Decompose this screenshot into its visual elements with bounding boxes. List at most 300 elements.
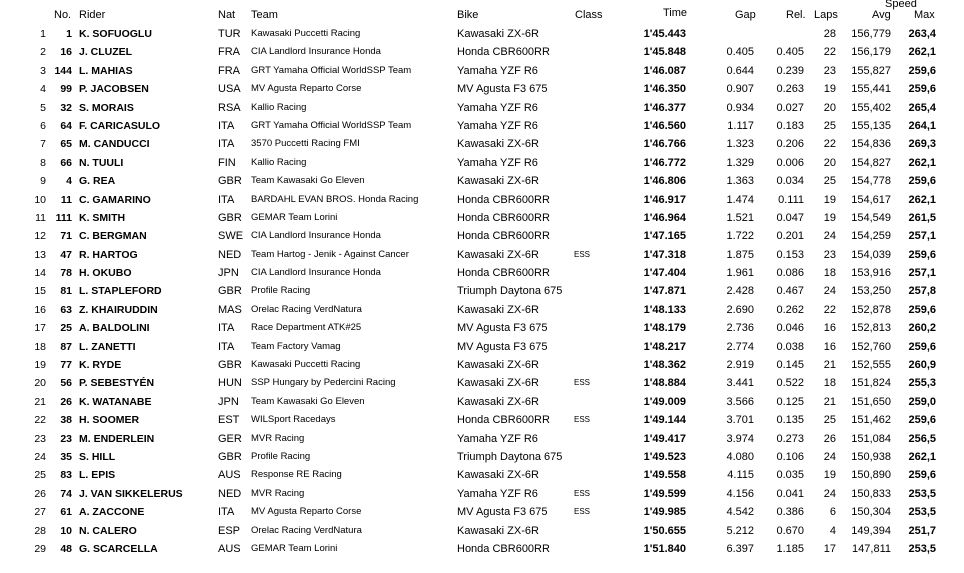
rider-nationality: GBR [218,175,242,188]
lap-count: 25 [823,119,836,132]
gap-to-leader: 2.736 [726,322,754,335]
rider-nationality: SWE [218,230,244,243]
lap-count: 20 [823,101,836,114]
lap-count: 6 [829,506,836,519]
rider-number: 1 [66,28,72,40]
lap-time: 1'47.404 [643,267,686,280]
average-speed: 155,135 [851,119,891,132]
result-position: 22 [34,414,46,427]
team-name: Team Kawasaki Go Eleven [251,395,365,407]
max-speed: 253,5 [908,487,936,500]
result-position: 5 [40,101,46,114]
bike-model: Kawasaki ZX-6R [457,28,539,40]
rider-name: A. BALDOLINI [79,322,150,335]
table-row [0,356,964,374]
table-row [0,43,964,61]
result-position: 15 [34,285,46,298]
bike-model: Yamaha YZF R6 [457,64,538,77]
team-name: CIA Landlord Insurance Honda [251,46,381,58]
lap-time: 1'49.599 [643,487,686,500]
result-position: 19 [34,359,46,372]
bike-model: Honda CBR600RR [457,414,550,427]
team-name: 3570 Puccetti Racing FMI [251,138,360,150]
lap-time: 1'45.443 [643,28,686,40]
gap-relative: 0.263 [776,83,804,96]
rider-name: K. WATANABE [79,395,152,408]
max-speed: 256,5 [908,432,936,445]
lap-count: 22 [823,46,836,59]
gap-to-leader: 1.323 [726,138,754,151]
max-speed: 257,1 [908,267,936,280]
result-position: 13 [34,248,46,261]
table-row [0,448,964,466]
result-position: 26 [34,487,46,500]
rider-number: 25 [60,322,72,335]
max-speed: 259,6 [908,64,936,77]
result-position: 29 [34,542,46,555]
rider-number: 63 [60,303,72,316]
gap-to-leader: 2.774 [726,340,754,353]
class-label: ESS [574,488,591,498]
rider-number: 38 [60,414,72,427]
result-position: 4 [40,83,46,96]
team-name: GRT Yamaha Official WorldSSP Team [251,64,412,76]
table-row [0,246,964,264]
rider-number: 23 [60,432,72,445]
rider-nationality: ITA [218,119,235,132]
average-speed: 152,813 [851,322,891,335]
rider-number: 35 [60,450,72,463]
lap-time: 1'48.179 [643,322,686,335]
table-row [0,411,964,429]
rider-name: G. SCARCELLA [79,542,158,555]
table-row [0,301,964,319]
rider-name: L. MAHIAS [79,64,133,77]
rider-nationality: ITA [218,193,235,206]
max-speed: 263,4 [908,28,936,40]
rider-nationality: ESP [218,524,241,537]
rider-nationality: GBR [218,285,242,298]
bike-model: Kawasaki ZX-6R [457,138,539,151]
lap-time: 1'51.840 [643,542,686,555]
gap-relative: 0.125 [776,395,804,408]
lap-count: 19 [823,83,836,96]
rider-nationality: GER [218,432,242,445]
gap-relative: 0.035 [776,469,804,482]
table-row [0,319,964,337]
max-speed: 257,8 [908,285,936,298]
gap-to-leader: 4.115 [727,469,754,482]
team-name: Team Kawasaki Go Eleven [251,175,365,187]
lap-count: 16 [823,322,836,335]
average-speed: 147,811 [852,542,891,555]
header-max: Max [914,9,935,21]
rider-name: P. JACOBSEN [79,83,149,96]
table-row [0,80,964,98]
result-position: 25 [34,469,46,482]
average-speed: 153,250 [851,285,891,298]
lap-count: 16 [823,340,836,353]
gap-to-leader: 4.542 [726,506,754,519]
rider-name: N. TUULI [79,156,124,169]
average-speed: 150,833 [851,487,891,500]
rider-name: J. CLUZEL [79,46,133,59]
header-nat: Nat [218,9,236,21]
gap-to-leader: 3.701 [726,414,754,427]
rider-nationality: ITA [218,322,235,335]
lap-time: 1'49.417 [643,432,686,445]
result-position: 8 [40,156,46,169]
gap-to-leader: 1.363 [726,175,754,188]
rider-number: 144 [54,64,72,77]
rider-nationality: MAS [218,303,242,316]
max-speed: 255,3 [908,377,936,390]
lap-count: 25 [823,414,836,427]
average-speed: 156,179 [851,46,891,59]
rider-number: 61 [60,506,72,519]
gap-to-leader: 0.644 [726,64,754,77]
gap-relative: 0.405 [776,46,804,59]
gap-to-leader: 6.397 [726,542,754,555]
bike-model: Triumph Daytona 675 [457,450,563,463]
bike-model: Yamaha YZF R6 [457,156,538,169]
team-name: Profile Racing [251,450,311,462]
gap-relative: 0.135 [776,414,804,427]
lap-time: 1'46.917 [643,193,686,206]
average-speed: 154,549 [851,211,891,224]
result-position: 6 [40,119,46,132]
rider-name: M. ENDERLEIN [79,432,155,445]
max-speed: 259,0 [908,395,936,408]
table-row [0,209,964,227]
rider-name: F. CARICASULO [79,119,161,132]
gap-relative: 0.034 [776,175,804,188]
gap-to-leader: 4.080 [726,450,754,463]
bike-model: MV Agusta F3 675 [457,83,548,96]
max-speed: 257,1 [908,230,936,243]
average-speed: 152,555 [851,359,891,372]
lap-time: 1'46.377 [643,101,686,114]
bike-model: Kawasaki ZX-6R [457,469,539,482]
result-position: 23 [34,432,46,445]
result-position: 17 [34,322,46,335]
rider-name: C. BERGMAN [79,230,147,243]
header-time: Time [663,7,688,19]
gap-to-leader: 1.875 [726,248,754,261]
rider-name: S. HILL [79,450,116,463]
result-position: 10 [34,193,46,206]
lap-count: 24 [823,450,836,463]
rider-number: 87 [60,340,72,353]
lap-count: 20 [823,156,836,169]
rider-number: 16 [60,46,72,59]
rider-name: M. CANDUCCI [79,138,150,151]
table-row [0,154,964,172]
rider-nationality: JPN [218,267,239,280]
bike-model: MV Agusta F3 675 [457,340,548,353]
lap-time: 1'49.985 [643,506,686,519]
gap-to-leader: 5.212 [726,524,754,537]
rider-number: 77 [60,359,72,372]
header-speed: Speed [885,0,917,10]
bike-model: Kawasaki ZX-6R [457,175,539,188]
rider-number: 11 [60,193,72,206]
gap-relative: 0.038 [776,340,804,353]
lap-time: 1'48.133 [643,303,686,316]
lap-time: 1'46.964 [643,211,686,224]
lap-time: 1'48.884 [643,377,686,390]
max-speed: 259,6 [908,175,936,188]
average-speed: 149,394 [851,524,891,537]
header-class: Class [575,9,603,21]
rider-name: K. RYDE [79,359,122,372]
gap-to-leader: 4.156 [726,487,754,500]
team-name: MVR Racing [251,487,305,499]
gap-relative: 0.153 [776,248,804,261]
class-label: ESS [574,507,591,517]
header-rel: Rel. [786,9,806,21]
lap-time: 1'49.558 [643,469,686,482]
bike-model: Yamaha YZF R6 [457,101,538,114]
team-name: Team Hartog - Jenik - Against Cancer [251,248,409,260]
max-speed: 259,6 [908,340,936,353]
bike-model: Yamaha YZF R6 [457,487,538,500]
average-speed: 152,878 [851,303,891,316]
rider-number: 74 [60,487,72,500]
gap-relative: 0.027 [776,101,804,114]
lap-count: 4 [829,524,836,537]
gap-relative: 0.262 [776,303,804,316]
gap-to-leader: 2.919 [726,359,754,372]
bike-model: Honda CBR600RR [457,211,550,224]
gap-relative: 0.145 [776,359,804,372]
gap-to-leader: 3.441 [726,377,754,390]
table-row [0,466,964,484]
bike-model: Triumph Daytona 675 [457,285,563,298]
rider-number: 111 [55,211,72,224]
average-speed: 156,779 [851,28,891,40]
header-gap: Gap [735,9,756,21]
lap-count: 18 [823,267,836,280]
team-name: Orelac Racing VerdNatura [251,524,362,536]
gap-relative: 0.111 [778,193,804,206]
bike-model: Kawasaki ZX-6R [457,524,539,537]
bike-model: Kawasaki ZX-6R [457,395,539,408]
gap-to-leader: 0.405 [726,46,754,59]
lap-time: 1'49.009 [643,395,686,408]
lap-count: 22 [823,303,836,316]
result-position: 27 [34,506,46,519]
max-speed: 259,6 [908,83,936,96]
table-row [0,99,964,117]
team-name: WILSport Racedays [251,414,336,426]
rider-name: R. HARTOG [79,248,138,261]
gap-relative: 0.386 [776,506,804,519]
rider-nationality: AUS [218,469,241,482]
gap-relative: 0.670 [776,524,804,537]
lap-count: 18 [823,377,836,390]
lap-time: 1'46.806 [643,175,686,188]
header-bike: Bike [457,9,479,21]
result-position: 2 [40,46,46,59]
rider-number: 81 [60,285,72,298]
table-row [0,117,964,135]
average-speed: 155,827 [851,64,891,77]
gap-relative: 0.041 [776,487,804,500]
gap-to-leader: 1.961 [726,267,754,280]
rider-number: 66 [60,156,72,169]
rider-name: L. EPIS [79,469,116,482]
lap-count: 23 [823,64,836,77]
gap-to-leader: 2.690 [726,303,754,316]
header-team: Team [251,9,278,21]
table-row [0,485,964,503]
rider-number: 99 [60,83,72,96]
rider-number: 56 [60,377,72,390]
bike-model: MV Agusta F3 675 [457,322,548,335]
lap-time: 1'48.217 [643,340,686,353]
rider-name: H. OKUBO [79,267,132,280]
gap-relative: 1.185 [776,542,804,555]
gap-relative: 0.086 [776,267,804,280]
gap-to-leader: 1.521 [726,211,754,224]
result-position: 9 [40,175,46,188]
average-speed: 154,039 [851,248,891,261]
gap-relative: 0.183 [776,119,804,132]
rider-number: 26 [60,395,72,408]
table-row [0,338,964,356]
lap-time: 1'50.655 [643,524,686,537]
class-label: ESS [574,249,591,259]
rider-nationality: HUN [218,377,242,390]
rider-nationality: GBR [218,211,242,224]
lap-time: 1'49.144 [643,414,686,427]
max-speed: 260,9 [908,359,936,372]
average-speed: 153,916 [851,267,891,280]
lap-count: 17 [823,542,836,555]
rider-number: 47 [60,248,72,261]
team-name: SSP Hungary by Pedercini Racing [251,377,396,389]
lap-time: 1'47.165 [643,230,686,243]
rider-number: 32 [60,101,72,114]
team-name: Kawasaki Puccetti Racing [251,359,361,371]
team-name: Kallio Racing [251,101,307,113]
average-speed: 151,650 [851,395,891,408]
lap-time: 1'47.318 [643,248,686,261]
rider-nationality: NED [218,487,242,500]
rider-nationality: FIN [218,156,236,169]
gap-to-leader: 1.329 [726,156,754,169]
average-speed: 154,259 [851,230,891,243]
bike-model: Honda CBR600RR [457,267,550,280]
table-row [0,135,964,153]
rider-number: 64 [60,119,72,132]
average-speed: 150,938 [851,450,891,463]
result-position: 18 [34,340,46,353]
max-speed: 264,1 [908,119,936,132]
average-speed: 154,617 [851,193,891,206]
average-speed: 155,441 [851,83,891,96]
average-speed: 151,824 [851,377,891,390]
gap-to-leader: 1.722 [726,230,754,243]
gap-to-leader: 1.117 [727,119,754,132]
max-speed: 262,1 [908,156,936,169]
result-position: 12 [34,230,46,243]
team-name: CIA Landlord Insurance Honda [251,267,381,279]
team-name: Race Department ATK#25 [251,322,362,334]
lap-count: 22 [823,138,836,151]
result-position: 24 [34,450,46,463]
lap-count: 24 [823,230,836,243]
team-name: Team Factory Vamag [251,340,341,352]
average-speed: 152,760 [851,340,891,353]
rider-nationality: GBR [218,359,242,372]
max-speed: 259,6 [908,414,936,427]
result-position: 28 [34,524,46,537]
rider-nationality: FRA [218,64,240,77]
team-name: MVR Racing [251,432,305,444]
gap-relative: 0.239 [776,64,804,77]
bike-model: Kawasaki ZX-6R [457,377,539,390]
lap-count: 24 [823,285,836,298]
gap-relative: 0.273 [776,432,804,445]
lap-count: 21 [823,395,836,408]
rider-nationality: TUR [218,28,241,40]
rider-number: 4 [66,175,72,188]
header-laps: Laps [814,9,838,21]
rider-nationality: RSA [218,101,241,114]
average-speed: 154,778 [851,175,891,188]
max-speed: 253,5 [908,506,936,519]
rider-nationality: AUS [218,542,241,555]
max-speed: 259,6 [908,248,936,261]
table-row [0,540,964,558]
table-row [0,393,964,411]
average-speed: 154,827 [851,156,891,169]
rider-nationality: USA [218,83,241,96]
table-row [0,264,964,282]
result-position: 20 [34,377,46,390]
rider-name: N. CALERO [79,524,137,537]
rider-number: 65 [60,138,72,151]
rider-name: H. SOOMER [79,414,140,427]
table-row [0,191,964,209]
rider-number: 48 [60,542,72,555]
results-table [0,25,964,558]
bike-model: Honda CBR600RR [457,193,550,206]
team-name: GEMAR Team Lorini [251,211,338,223]
table-row [0,282,964,300]
lap-count: 19 [823,211,836,224]
team-name: Profile Racing [251,285,311,297]
table-row [0,62,964,80]
rider-name: J. VAN SIKKELERUS [79,487,183,500]
rider-name: L. STAPLEFORD [79,285,162,298]
bike-model: Yamaha YZF R6 [457,119,538,132]
bike-model: Kawasaki ZX-6R [457,359,539,372]
max-speed: 262,1 [908,450,936,463]
team-name: GRT Yamaha Official WorldSSP Team [251,119,412,131]
bike-model: Kawasaki ZX-6R [457,248,539,261]
max-speed: 259,6 [908,469,936,482]
lap-time: 1'46.350 [643,83,686,96]
max-speed: 253,5 [908,542,936,555]
rider-name: C. GAMARINO [79,193,151,206]
gap-to-leader: 2.428 [726,285,754,298]
team-name: Kallio Racing [251,156,307,168]
bike-model: Honda CBR600RR [457,230,550,243]
lap-count: 23 [823,248,836,261]
